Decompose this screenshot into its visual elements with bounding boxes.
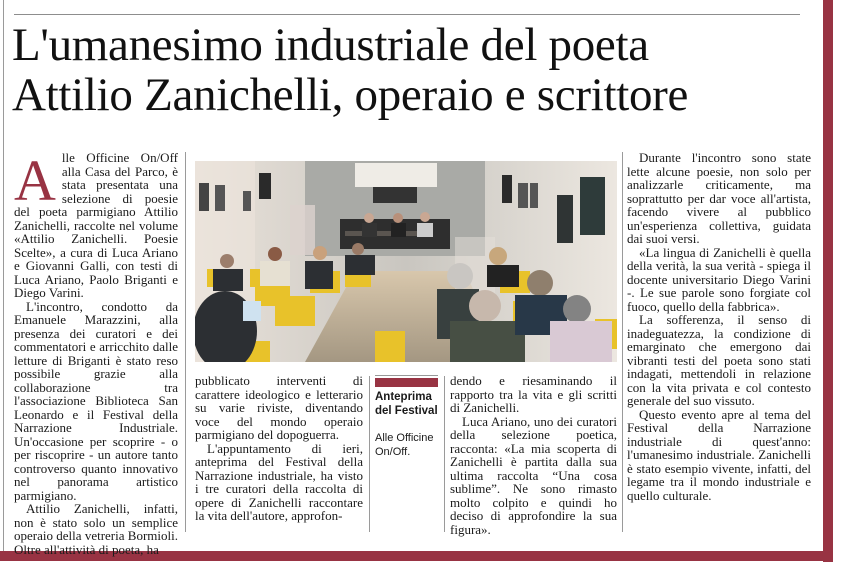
paragraph: Questo evento apre al tema del Festival della Narrazione industriale di quest'anno: l'umanesimo industriale. Zanichelli è stato esempio vivente, infatti, del legame tra il mondo industriale e quello culturale. — [627, 406, 811, 503]
paragraph: «La lingua di Zanichelli è quella della verità, la sua verità - spiega il docente universitario Diego Varini -. Le sue parole sono forgiate col fuoco, quello della fabbrica». — [627, 244, 811, 314]
column-divider — [444, 376, 445, 532]
paragraph: L'appuntamento di ieri, anteprima del Festival della Narrazione industriale, ha visto i tre curatori della raccolta di opere di Zanichelli raccontare la vita dell'autore, approfon- — [195, 440, 363, 523]
paragraph: dendo e riesaminando il rapporto tra la vita e gli scritti di Zanichelli. — [450, 373, 617, 415]
paragraph: Durante l'incontro sono state lette alcune poesie, non solo per analizzarle criticamente, ma soprattutto per dar voce all'artista, facendo vivere al pubblico un'esperienza collettiva, guidata dai suoi versi. — [627, 150, 811, 246]
event-photo — [195, 161, 617, 362]
column-divider — [622, 152, 623, 532]
drop-cap: A — [14, 148, 56, 213]
right-accent-bar — [823, 0, 833, 562]
photo-caption-title: Anteprima del Festival — [375, 391, 438, 417]
article-column-1 — [14, 148, 178, 557]
paragraph: Alle Officine On/Off alla Casa del Parco, è stata presentata una selezione di poesie del poeta parmigiano Attilio Zanichelli, raccolte nel volume «Attilio Zanichelli. Poesie Scelte», a cura di Luca Ariano e Giovanni Galli, con testi di Luca Ariano, Paolo Briganti e Diego Varini. — [14, 148, 178, 300]
headline-line-2: Attilio Zanichelli, operaio e scrittore — [12, 69, 689, 121]
paragraph: pubblicato interventi di carattere ideologico e letterario su varie riviste, diventando voce del mondo operaio parmigiano del dopoguerra. — [195, 373, 363, 442]
page-edge-line — [3, 0, 4, 552]
top-rule — [14, 14, 800, 15]
article-column-2 — [195, 374, 363, 523]
column-divider — [185, 152, 186, 532]
article-column-4 — [627, 151, 811, 502]
photo-caption-text: Alle Officine On/Off. — [375, 432, 434, 458]
paragraph: Attilio Zanichelli, infatti, non è stato solo un semplice operaio della vetreria Bormioli. Oltre all'attività di poeta, ha — [14, 501, 178, 557]
headline-line-1: L'umanesimo industriale del poeta — [12, 19, 649, 71]
column-divider — [369, 376, 370, 532]
headline — [12, 20, 812, 120]
article-column-3 — [450, 374, 617, 536]
paragraph: La sofferenza, il senso di inadeguatezza, la condizione di emarginato che emergono dai vibranti testi del poeta sono stati indagati, mettendoli in relazione con la vita privata e col contesto generale del suo vissuto. — [627, 312, 811, 408]
sidebar-rule — [375, 375, 438, 376]
paragraph: L'incontro, condotto da Emanuele Marazzini, alla presenza dei curatori e dei commentatori e arricchito dalle letture di Briganti è stato reso possibile grazie alla collaborazione tra l'associazione Biblioteca San Leonardo e il Festival della Narrazione Industriale. Un'occasione per scoprire - o per riscoprire - un autore tanto controverso quanto innovativo nel panorama artistico parmigiano. — [14, 298, 178, 503]
sidebar-accent-bar — [375, 378, 438, 387]
paragraph: Luca Ariano, uno dei curatori della selezione poetica, racconta: «La mia scoperta di Zanichelli è partita dalla sua ultima raccolta “Una cosa sublime”. Ne sono rimasto molto colpito e quindi ho deciso di approfondire la sua figura». — [450, 413, 617, 537]
